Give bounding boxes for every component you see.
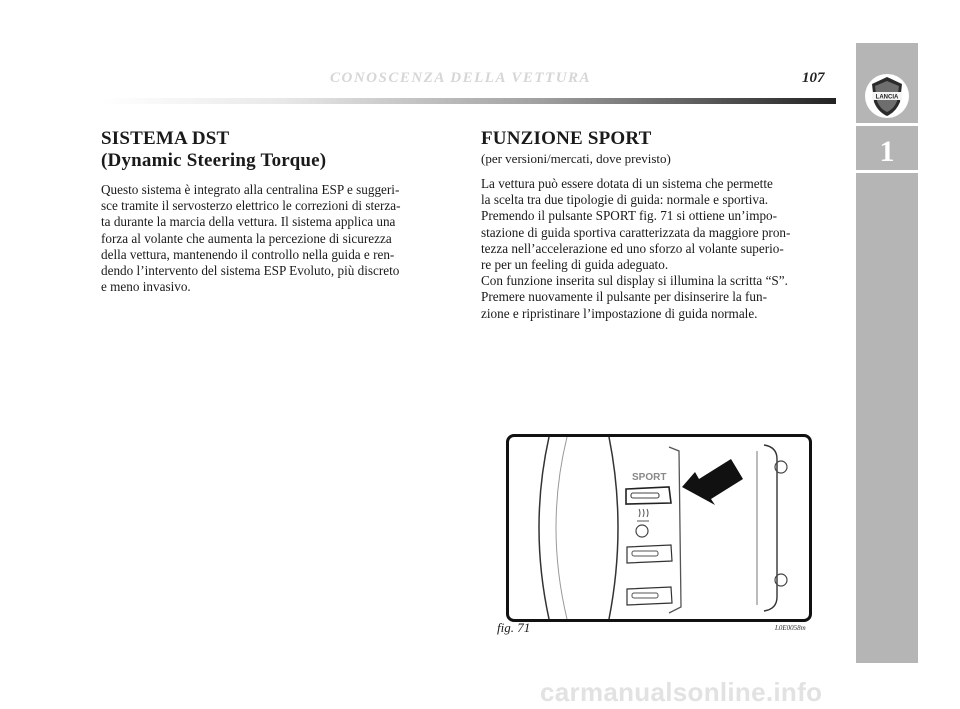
dst-title xyxy=(101,128,459,172)
figure-caption: fig. 71 xyxy=(497,620,531,635)
figure-code: L0E0058m xyxy=(775,624,806,632)
dst-title-line2: (Dynamic Steering Torque) xyxy=(101,150,327,171)
header-rule xyxy=(100,98,836,104)
sport-title: FUNZIONE SPORT xyxy=(481,128,652,149)
dst-section xyxy=(101,128,459,295)
sport-body-text: La vettura può essere dotata di un sistema che permette la scelta tra due tipologie di guida: normale e sportiva. Premendo il pulsante SPORT fig. 71 si ottiene un’impo- stazione di guida sportiva caratterizzata da maggiore pron- tezza nell’accelerazione ed uno sforzo al volante superio- re per un feeling di guida adeguato. Con funzione inserita sul display si illumina la scritta “S”. Premere nuovamente il pulsante per disinserire la fun- zione e ripristinare l’impostazione di guida normale. xyxy=(481,176,791,321)
arrow-pointer-icon xyxy=(682,459,743,505)
logo-wordmark: LANCIA xyxy=(875,94,899,101)
sport-section xyxy=(481,128,839,322)
running-header: CONOSCENZA DELLA VETTURA xyxy=(330,70,592,86)
chapter-number: 1 xyxy=(879,135,895,168)
sport-button-illustration xyxy=(509,437,809,619)
dst-body-text: Questo sistema è integrato alla centralina ESP e suggeri- sce tramite il servosterzo elettrico le correzioni di sterza- ta durante la marcia della vettura. Il sistema applica una forza al volante che aumenta la percezione di sicurezza della vettura, mantenendo il controllo nella guida e ren- dendo l’intervento del sistema ESP Evoluto, più discreto e meno invasivo. xyxy=(101,182,401,295)
side-tab-divider xyxy=(856,123,918,126)
sport-button-label: SPORT xyxy=(632,472,667,483)
page-number: 107 xyxy=(802,70,825,86)
dst-title-line1: SISTEMA DST xyxy=(101,128,230,149)
side-tab-divider xyxy=(856,170,918,173)
sport-availability-note: (per versioni/mercati, dove previsto) xyxy=(481,151,671,166)
lancia-logo-icon xyxy=(863,72,911,120)
watermark: carmanualsonline.info xyxy=(540,677,823,707)
figure-71 xyxy=(506,434,812,622)
